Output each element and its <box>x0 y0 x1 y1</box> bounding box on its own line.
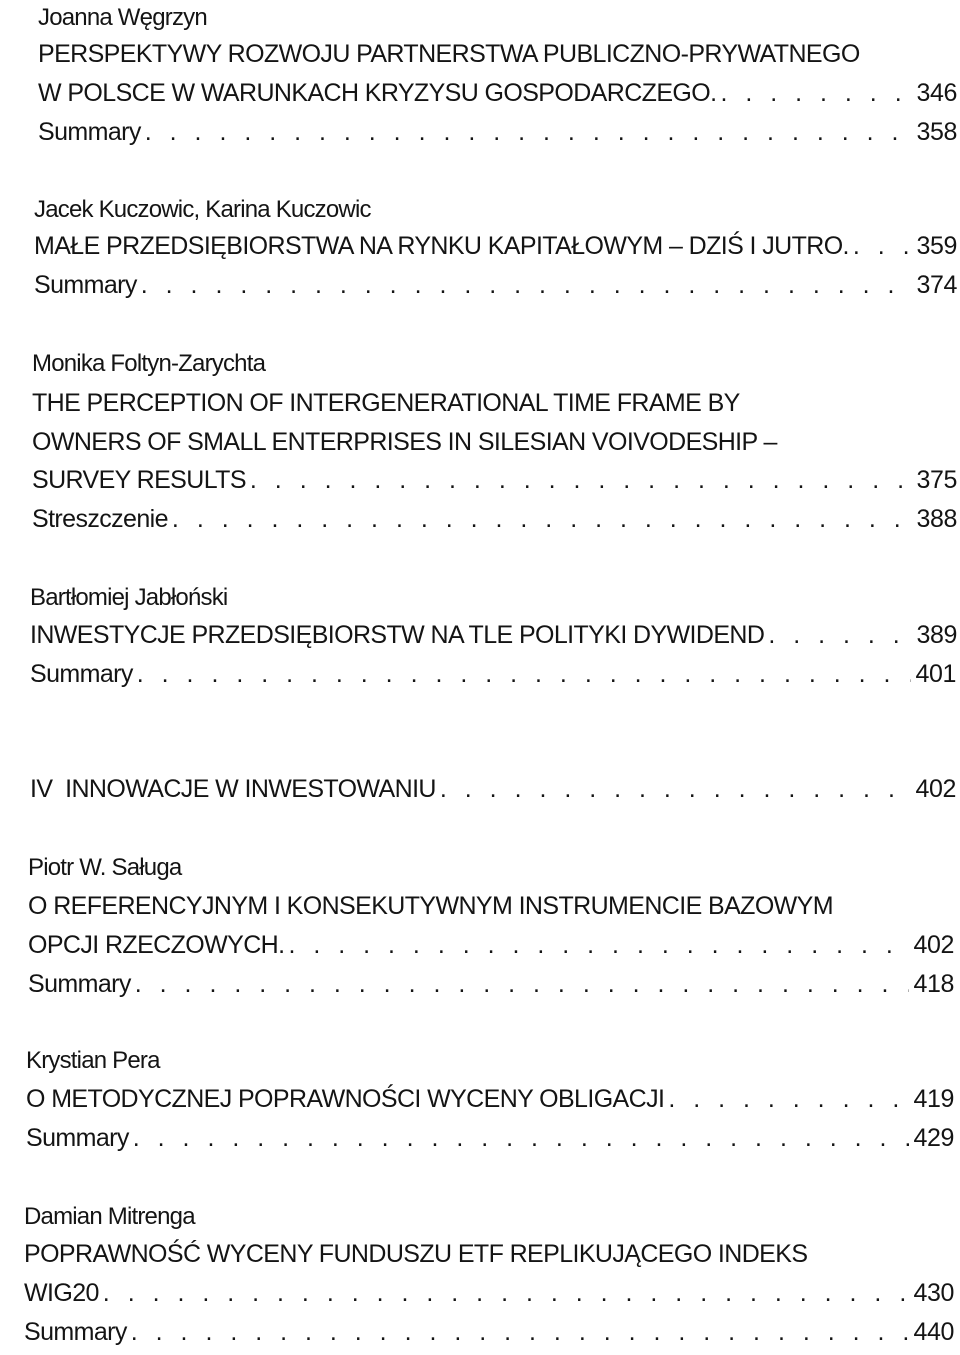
dot-leader <box>436 771 912 807</box>
dot-leader <box>141 114 913 150</box>
dot-leader <box>133 656 912 692</box>
author-name: Damian Mitrenga <box>24 1203 195 1230</box>
page-number: 359 <box>916 232 957 260</box>
author-name: Joanna Węgrzyn <box>38 4 207 31</box>
page-number: 401 <box>915 660 956 688</box>
page-number: 358 <box>916 118 957 146</box>
author-name: Jacek Kuczowic, Karina Kuczowic <box>34 196 371 223</box>
page-number: 419 <box>913 1085 954 1113</box>
entry-title-line <box>28 888 952 924</box>
title-text: THE PERCEPTION OF INTERGENERATIONAL TIME FRAME BY <box>32 389 740 417</box>
title-text: SURVEY RESULTS <box>32 466 246 494</box>
author-name: Bartłomiej Jabłoński <box>30 584 228 611</box>
title-text: O METODYCZNEJ POPRAWNOŚCI WYCENY OBLIGACJI <box>26 1085 665 1113</box>
toc-entry-title[interactable] <box>28 927 954 963</box>
page-number: 374 <box>916 271 957 299</box>
dot-leader <box>849 228 913 264</box>
dot-leader <box>246 462 913 498</box>
dot-leader <box>764 617 912 653</box>
dot-leader <box>716 75 912 111</box>
entry-author <box>38 0 207 36</box>
entry-title-line <box>38 36 952 72</box>
summary-label: Summary <box>34 271 137 299</box>
title-text: OWNERS OF SMALL ENTERPRISES IN SILESIAN VOIVODESHIP – <box>32 428 777 456</box>
entry-author <box>26 1043 160 1079</box>
title-text: O REFERENCYJNYM I KONSEKUTYWNYM INSTRUMENCIE BAZOWYM <box>28 892 833 920</box>
dot-leader <box>99 1275 910 1311</box>
toc-entry-summary[interactable] <box>34 267 957 303</box>
page-number: 388 <box>916 505 957 533</box>
title-text: PERSPEKTYWY ROZWOJU PARTNERSTWA PUBLICZNO-PRYWATNEGO <box>38 40 860 68</box>
section-title: IV INNOWACJE W INWESTOWANIU <box>30 775 436 803</box>
page-number: 402 <box>913 931 954 959</box>
summary-label: Summary <box>38 118 141 146</box>
title-text: WIG20 <box>24 1279 99 1307</box>
toc-entry-summary[interactable] <box>26 1120 954 1156</box>
toc-section-heading[interactable] <box>30 771 956 807</box>
title-text: W POLSCE W WARUNKACH KRYZYSU GOSPODARCZEGO. <box>38 79 717 107</box>
entry-title-line <box>24 1236 952 1272</box>
toc-entry-summary[interactable] <box>38 114 957 150</box>
dot-leader <box>168 501 913 537</box>
toc-entry-summary[interactable] <box>24 1314 954 1350</box>
toc-entry-title[interactable] <box>30 617 957 653</box>
entry-author <box>30 580 227 616</box>
dot-leader <box>284 927 909 963</box>
summary-label: Streszczenie <box>32 505 168 533</box>
summary-label: Summary <box>30 660 133 688</box>
title-text: MAŁE PRZEDSIĘBIORSTWA NA RYNKU KAPITAŁOWYM – DZIŚ I JUTRO. <box>34 232 849 260</box>
author-name: Krystian Pera <box>26 1047 160 1074</box>
entry-title-line <box>32 424 952 460</box>
toc-entry-title[interactable] <box>38 75 957 111</box>
toc-entry-summary[interactable] <box>32 501 957 537</box>
toc-entry-summary[interactable] <box>28 966 954 1002</box>
page-number: 375 <box>916 466 957 494</box>
entry-author <box>32 346 265 382</box>
toc-entry-title[interactable] <box>32 462 957 498</box>
summary-label: Summary <box>24 1318 127 1346</box>
title-text: INWESTYCJE PRZEDSIĘBIORSTW NA TLE POLITYKI DYWIDEND <box>30 621 765 649</box>
dot-leader <box>127 1314 910 1350</box>
entry-author <box>34 192 371 228</box>
toc-entry-title[interactable] <box>26 1081 954 1117</box>
author-name: Piotr W. Saługa <box>28 854 182 881</box>
toc-entry-title[interactable] <box>34 228 957 264</box>
page-number: 346 <box>916 79 957 107</box>
page-number: 429 <box>913 1124 954 1152</box>
dot-leader <box>129 1120 910 1156</box>
entry-author <box>24 1199 195 1235</box>
dot-leader <box>131 966 910 1002</box>
entry-author <box>28 850 181 886</box>
page-number: 418 <box>913 970 954 998</box>
toc-entry-summary[interactable] <box>30 656 956 692</box>
toc-entry-title[interactable] <box>24 1275 954 1311</box>
page-number: 440 <box>913 1318 954 1346</box>
entry-title-line <box>32 385 952 421</box>
summary-label: Summary <box>28 970 131 998</box>
page-number: 402 <box>915 775 956 803</box>
title-text: OPCJI RZECZOWYCH. <box>28 931 285 959</box>
page-number: 389 <box>916 621 957 649</box>
dot-leader <box>664 1081 909 1117</box>
page-number: 430 <box>913 1279 954 1307</box>
author-name: Monika Foltyn-Zarychta <box>32 350 266 377</box>
dot-leader <box>137 267 913 303</box>
summary-label: Summary <box>26 1124 129 1152</box>
title-text: POPRAWNOŚĆ WYCENY FUNDUSZU ETF REPLIKUJĄCEGO INDEKS <box>24 1240 808 1268</box>
